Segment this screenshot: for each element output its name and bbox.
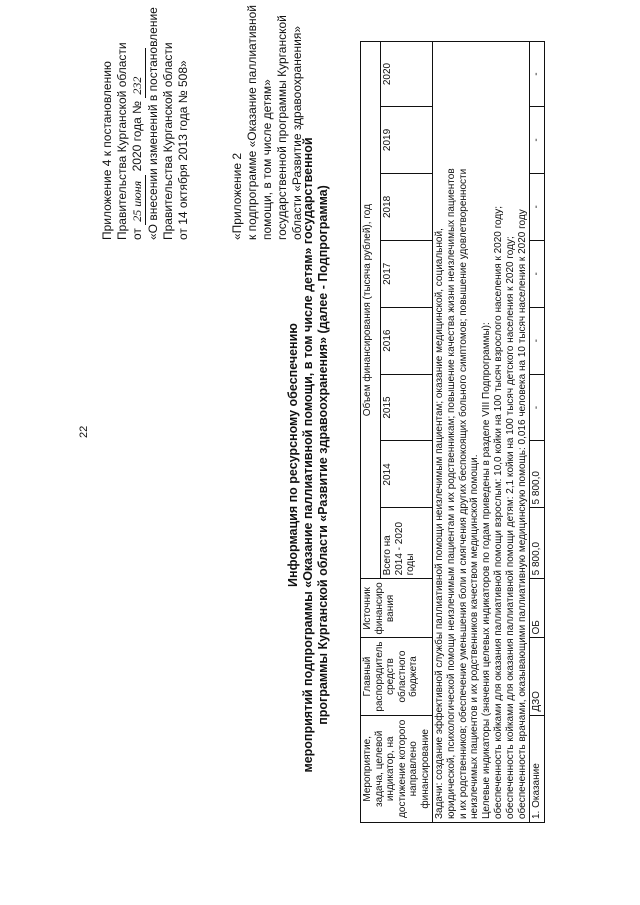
appendix-date-prefix: от <box>130 228 144 240</box>
appendix-line: «О внесении изменений в постановление <box>146 7 160 240</box>
header-year: 2017 <box>381 240 433 307</box>
sub-appendix-line: к подпрограмме «Оказание паллиативной <box>245 4 259 240</box>
table-header-row <box>361 42 381 823</box>
row-source: ОБ <box>530 579 545 638</box>
tasks-line: юридической, психологической помощи неизлечимым пациентам и их родственникам; повышение качества жизни неизлечимых пациентов <box>445 168 457 819</box>
header-manager: Главный распорядитель средств областного бюджета <box>361 638 433 715</box>
resource-table <box>360 41 545 823</box>
title-line: мероприятий подпрограммы «Оказание паллиативной помощи, в том числе детям» государственной <box>301 137 315 773</box>
appendix-number-handwritten: 232 <box>130 48 146 98</box>
appendix-line: Правительства Курганской области <box>161 42 175 240</box>
row-total: 5 800,0 <box>530 508 545 579</box>
tasks-line: обеспеченность врачами, оказывающими паллиативную медицинскую помощь: 0,016 человека на 10 тысяч населения к 2020 году <box>516 209 528 819</box>
tasks-line: Задачи: создание эффективной службы паллиативной помощи неизлечимым пациентам; оказание медицинской, социальной, <box>434 228 445 819</box>
appendix-block <box>100 7 191 240</box>
appendix-line: Приложение 4 к постановлению <box>100 61 114 240</box>
appendix-line: от 14 октября 2013 года № 508» <box>176 60 190 240</box>
row-manager: ДЗО <box>530 638 545 715</box>
row-value: 5 800,0 <box>530 441 545 508</box>
table-row-tasks <box>433 42 530 823</box>
header-year: 2019 <box>381 107 433 174</box>
header-funding: Объем финансирования (тысяча рублей), год <box>361 42 381 579</box>
appendix-date-handwritten: 25 июня <box>130 175 146 225</box>
row-value: - <box>530 42 545 107</box>
tasks-line: обеспеченность койками для оказания паллиативной помощи детям: 2,1 койки на 100 тысяч детского населения к 2020 году; <box>504 236 516 819</box>
header-year: 2016 <box>381 307 433 374</box>
table-row <box>530 42 545 823</box>
appendix-date-mid: 2020 года № <box>130 100 144 172</box>
row-value: - <box>530 374 545 441</box>
sub-appendix-line: помощи, в том числе детям» <box>260 79 274 240</box>
sub-appendix-line: области «Развитие здравоохранения» <box>290 25 304 240</box>
tasks-line: Целевые индикаторы (значения целевых индикаторов по годам приведены в разделе VIII Подпрограммы): <box>481 322 493 819</box>
header-source: Источник финансиро вания <box>361 579 433 638</box>
header-measure: Мероприятие, задача, целевой индикатор, на достижение которого направлено финансирование <box>361 715 433 822</box>
title-line: программы Курганской области «Развитие здравоохранения» (далее - Подпрограмма) <box>316 185 330 725</box>
sub-appendix-line: государственной программы Курганской <box>275 15 289 240</box>
row-value: - <box>530 307 545 374</box>
tasks-line: неизлечимых пациентов и их родственников качеством медицинской помощи. <box>469 454 481 819</box>
row-value: - <box>530 107 545 174</box>
page-number: 22 <box>78 425 90 438</box>
header-total: Всего на 2014 - 2020 годы <box>381 508 433 579</box>
header-year: 2018 <box>381 173 433 240</box>
header-year: 2020 <box>381 42 433 107</box>
header-year: 2014 <box>381 441 433 508</box>
appendix-line: Правительства Курганской области <box>115 42 129 240</box>
title-line: Информация по ресурсному обеспечению <box>286 323 300 587</box>
tasks-cell <box>433 42 530 823</box>
row-measure: 1. Оказание <box>530 715 545 822</box>
document-title <box>286 95 331 815</box>
row-value: - <box>530 240 545 307</box>
tasks-line: и их родственников; обеспечение уменьшения боли и смягчения других беспокоящих больного симптомов; повышение удовлетворенности <box>457 168 469 819</box>
row-value: - <box>530 173 545 240</box>
sub-appendix-line: «Приложение 2 <box>230 152 244 240</box>
header-year: 2015 <box>381 374 433 441</box>
tasks-line: обеспеченность койками для оказания паллиативной помощи взрослым: 10,0 койки на 100 тысяч взрослого населения к 2020 году; <box>492 205 504 819</box>
appendix-line <box>130 25 146 240</box>
